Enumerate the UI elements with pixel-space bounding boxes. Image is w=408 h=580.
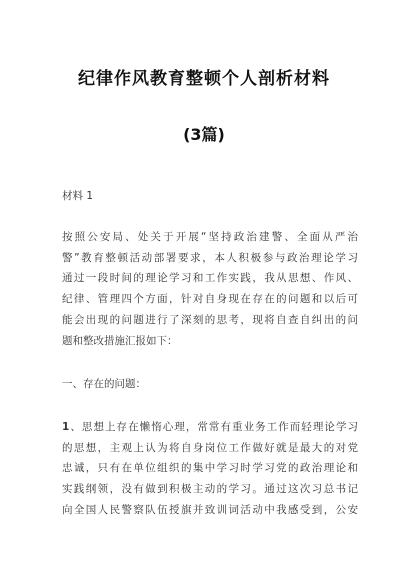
paragraph-line: 警”教育整顿活动部署要求，本人积极参与政治理论学习: [62, 251, 358, 264]
paragraph-line: 通过一段时间的理论学习和工作实践，我从思想、作风、: [62, 272, 358, 285]
paragraph-line-text: 、思想上存在懒惰心理，常常有重业务工作而轻理论学习: [69, 421, 358, 433]
paragraph-intro: [62, 227, 358, 351]
paragraph-line: 实践纲领，没有做到积极主动的学习。通过这次习总书记: [62, 483, 358, 496]
section-heading: 一、存在的问题：: [62, 378, 146, 390]
document-subtitle: (3篇): [183, 125, 225, 144]
paragraph-line: 能会出现的问题进行了深刻的思考，现将自查自纠出的问: [62, 313, 358, 326]
material-label: 材料 1: [62, 190, 94, 202]
paragraph-issue-1: [62, 417, 358, 521]
paragraph-line: [62, 417, 358, 438]
paragraph-line: 忠诚，只有在单位组织的集中学习时学习党的政治理论和: [62, 462, 358, 475]
item-number: 1: [62, 421, 70, 433]
document-title: 纪律作风教育整顿个人剖析材料: [78, 69, 330, 89]
paragraph-line: 题和整改措施汇报如下：: [62, 334, 178, 347]
paragraph-line: 向全国人民警察队伍授旗并致训词活动中我感受到，公安: [62, 503, 358, 516]
paragraph-line: 按照公安局、处关于开展“坚持政治建警、全面从严治: [62, 231, 358, 243]
paragraph-line: 的思想，主观上认为将自身岗位工作做好就是最大的对党: [62, 441, 358, 454]
paragraph-line: 纪律、管理四个方面，针对自身现在存在的问题和以后可: [62, 293, 358, 306]
